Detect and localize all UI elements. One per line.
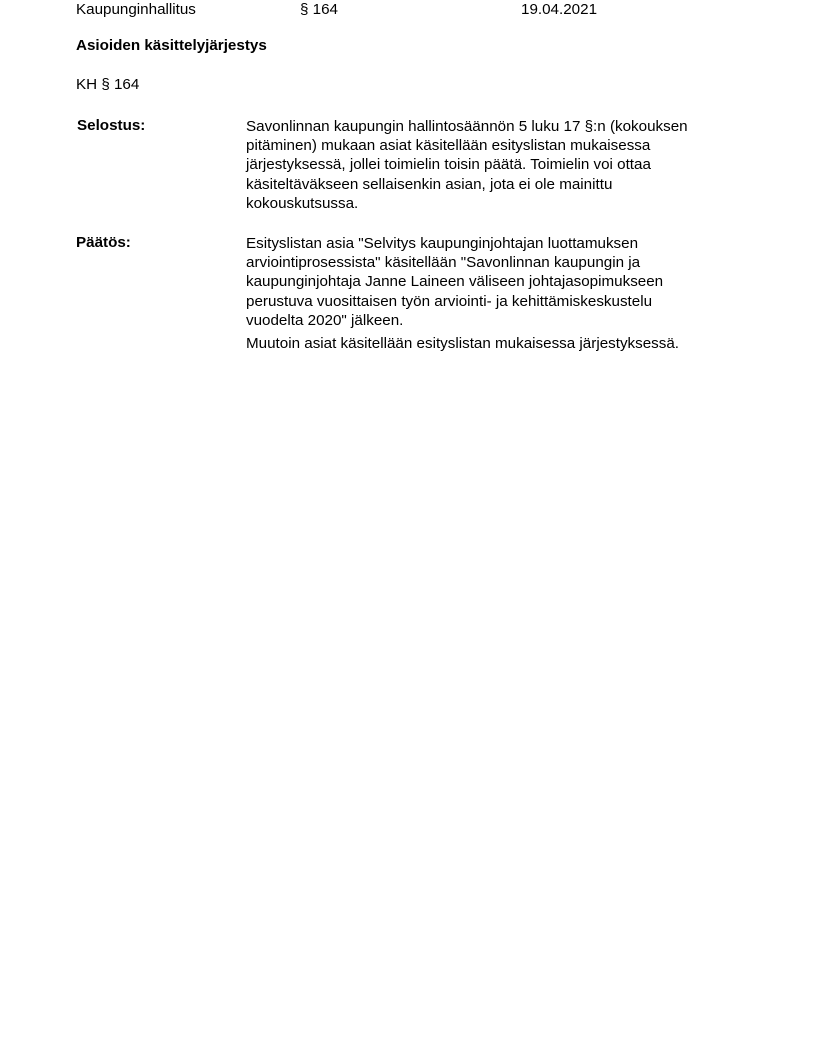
selostus-text: Savonlinnan kaupungin hallintosäännön 5 luku 17 §:n (kokouksen pitäminen) mukaan asiat käsitellään esityslistan mukaisessa järjestyksessä, jollei toimielin toisin päätä. Toimielin voi ottaa käsiteltäväkseen sellaisenkin asian, jota ei ole mainittu kokouskutsussa. [246,118,688,212]
paatos-text-continuation: Muutoin asiat käsitellään esityslistan mukaisessa järjestyksessä. [246,335,680,353]
paatos-label: Päätös: [76,234,131,251]
selostus-body [246,117,724,213]
header-meeting-date: 19.04.2021 [521,1,598,18]
header-body-name: Kaupunginhallitus [76,1,196,18]
page-header [76,1,736,21]
paatos-text: Esityslistan asia "Selvitys kaupunginjohtajan luottamuksen arviointiprosessista" käsitellään "Savonlinnan kaupungin ja kaupunginjohtaja Janne Laineen väliseen johtajasopimukseen perustuva vuosittaisen työn arviointi- ja kehittämiskeskustelu vuodelta 2020" jälkeen. [246,235,664,329]
paatos-body [246,234,724,353]
section-reference: KH § 164 [76,76,140,93]
header-section-number: § 164 [300,1,339,18]
document-heading: Asioiden käsittelyjärjestys [76,37,267,54]
selostus-label: Selostus: [77,117,146,134]
